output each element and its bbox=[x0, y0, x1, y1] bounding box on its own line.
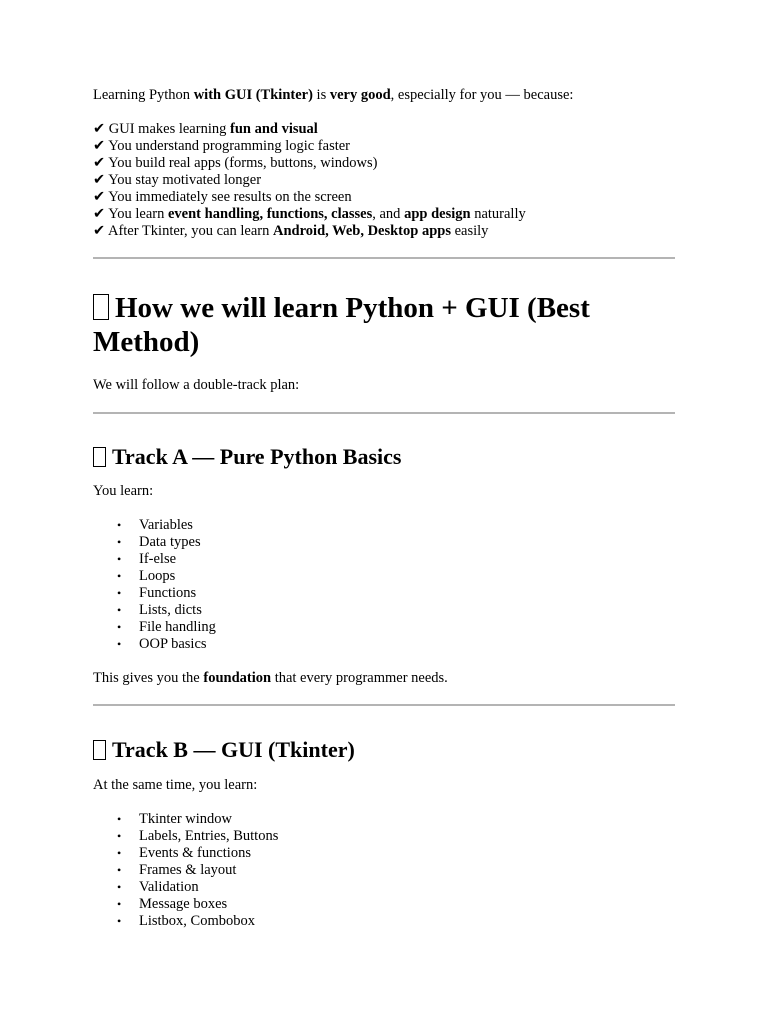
checklist-text: You learn bbox=[105, 206, 168, 222]
section-heading-track-a bbox=[93, 444, 675, 470]
checklist-item bbox=[93, 121, 675, 138]
section-divider bbox=[93, 704, 675, 706]
checklist-text: easily bbox=[450, 223, 489, 239]
intro-bold: with GUI (Tkinter) bbox=[193, 87, 313, 103]
checklist-item bbox=[93, 138, 675, 155]
list-item: • Tkinter window bbox=[139, 811, 675, 828]
section-divider bbox=[93, 412, 675, 414]
list-item: • Message boxes bbox=[139, 896, 675, 913]
intro-text: Learning Python bbox=[93, 87, 194, 103]
list-item: • Loops bbox=[139, 568, 675, 585]
section-heading-track-b bbox=[93, 737, 675, 763]
checklist-item bbox=[93, 189, 675, 206]
footnote-text: that every programmer needs. bbox=[271, 670, 448, 686]
heading-text: Track B — GUI (Tkinter) bbox=[112, 737, 355, 762]
checkmark-icon: ✔ bbox=[93, 206, 106, 222]
list-item: • Data types bbox=[139, 534, 675, 551]
checklist-bold: event handling, functions, classes bbox=[168, 206, 373, 222]
missing-glyph-icon bbox=[93, 740, 106, 760]
checklist-text: After Tkinter, you can learn bbox=[105, 223, 274, 239]
list-item: • Frames & layout bbox=[139, 862, 675, 879]
list-item: • If-else bbox=[139, 551, 675, 568]
intro-paragraph bbox=[93, 87, 675, 104]
footnote-text: This gives you the bbox=[93, 670, 204, 686]
list-item: • Labels, Entries, Buttons bbox=[139, 828, 675, 845]
list-item: • Variables bbox=[139, 517, 675, 534]
checkmark-icon: ✔ bbox=[93, 223, 106, 239]
list-item: • Listbox, Combobox bbox=[139, 913, 675, 930]
checklist-bold: app design bbox=[404, 206, 471, 222]
checkmark-icon: ✔ bbox=[93, 189, 106, 205]
list-item: • Functions bbox=[139, 585, 675, 602]
checkmark-icon: ✔ bbox=[93, 155, 106, 171]
checklist-item bbox=[93, 155, 675, 172]
checklist-bold: fun and visual bbox=[229, 121, 318, 137]
benefits-checklist bbox=[93, 121, 675, 240]
checklist-item bbox=[93, 223, 675, 240]
list-item: • Validation bbox=[139, 879, 675, 896]
checklist-text: You build real apps (forms, buttons, windows) bbox=[105, 155, 378, 171]
track-a-footnote bbox=[93, 670, 675, 687]
section-heading-method bbox=[93, 291, 675, 359]
checklist-text: naturally bbox=[470, 206, 526, 222]
document-content bbox=[93, 87, 675, 930]
checkmark-icon: ✔ bbox=[93, 138, 106, 154]
missing-glyph-icon bbox=[93, 294, 109, 320]
checklist-item bbox=[93, 206, 675, 223]
section-divider bbox=[93, 257, 675, 259]
checklist-bold: Android, Web, Desktop apps bbox=[273, 223, 451, 239]
checklist-item bbox=[93, 172, 675, 189]
footnote-bold: foundation bbox=[203, 670, 272, 686]
checklist-text: GUI makes learning bbox=[105, 121, 230, 137]
intro-bold: very good bbox=[329, 87, 391, 103]
checkmark-icon: ✔ bbox=[93, 121, 106, 137]
track-a-list bbox=[93, 517, 675, 653]
list-item: • File handling bbox=[139, 619, 675, 636]
method-paragraph: We will follow a double-track plan: bbox=[93, 377, 300, 393]
checkmark-icon: ✔ bbox=[93, 172, 106, 188]
checklist-text: You understand programming logic faster bbox=[105, 138, 351, 154]
heading-text: How we will learn Python + GUI (Best Method) bbox=[93, 292, 590, 358]
checklist-text: You stay motivated longer bbox=[105, 172, 262, 188]
missing-glyph-icon bbox=[93, 447, 106, 467]
list-item: • OOP basics bbox=[139, 636, 675, 653]
list-item: • Events & functions bbox=[139, 845, 675, 862]
track-b-list bbox=[93, 811, 675, 930]
track-b-lead: At the same time, you learn: bbox=[93, 777, 258, 793]
track-a-lead: You learn: bbox=[93, 483, 154, 499]
list-item: • Lists, dicts bbox=[139, 602, 675, 619]
intro-text: , especially for you — because: bbox=[390, 87, 574, 103]
intro-text: is bbox=[312, 87, 330, 103]
checklist-text: You immediately see results on the screen bbox=[105, 189, 352, 205]
checklist-text: , and bbox=[372, 206, 405, 222]
heading-text: Track A — Pure Python Basics bbox=[112, 444, 402, 469]
